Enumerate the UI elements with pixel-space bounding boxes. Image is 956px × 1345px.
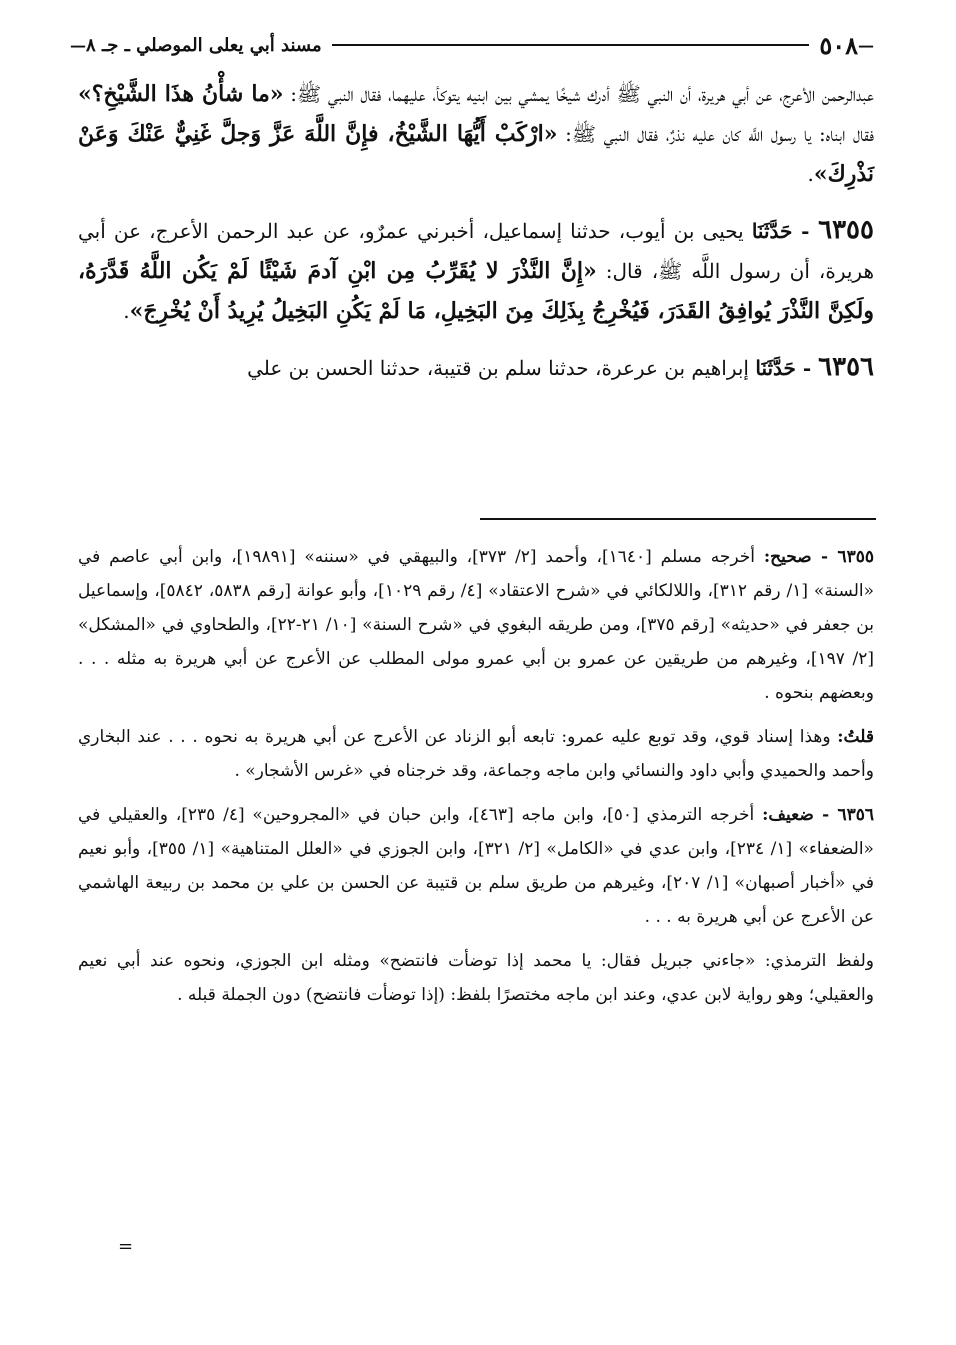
lafz-text: ولفظ الترمذي: «جاءني جبريل فقال: يا محمد إذا توضأت فانتضح» ومثله ابن الجوزي، ونحوه عند أبي نعيم والعقيلي؛ وهو رواية لابن عدي، وعند ابن ماجه مختصرًا بلفظ: (إذا توضأت فانتضح) دون الجملة قبله . [78,951,874,1005]
hadith-number: ٦٣٥٦ [818,352,874,382]
p1-end: . [807,162,814,186]
paragraph-continued [78,74,874,194]
page-number: ٥٠٨ [819,30,858,60]
grade-label: صحيح: [763,547,812,567]
footnote-6355: ٦٣٥٥ - صحيح: أخرجه مسلم [١٦٤٠]، وأحمد [٢/ ٣٧٣]، والبيهقي في «سننه» [١٩٨٩١]، وابن أبي عاصم في «السنة» [١/ رقم ٣١٢]، واللالكائي في «شرح الاعتقاد» [٤/ رقم ١٠٢٩]، وأبو عوانة [رقم ٥٨٣٨، ٥٨٤٢]، وإسماعيل بن جعفر في «حديثه» [رقم ٣٧٥]، ومن طريقه البغوي في «شرح السنة» [١٠/ ٢١-٢٢]، والطحاوي في «المشكل» [٢/ ١٩٧]، وغيرهم من طريقين عن عمرو بن أبي عمرو مولى المطلب عن الأعرج عن أبي هريرة به مثله . . . وبعضهم بنحوه . [78,547,875,703]
hadith-number: ٦٣٥٥ [818,215,874,245]
footnote-number: ٦٣٥٦ [837,805,874,825]
hadith-chain: يحيى بن أيوب، حدثنا إسماعيل، أخبرني عمرٌو، عن عبد الرحمن الأعرج، عن أبي هريرة، أن رسول اللَّه ﷺ، قال: [78,219,874,283]
p1-mid: فقال ابناه: يا رسول اللَّه كان عليه نذرٌ، فقال النبي ﷺ: [557,122,874,146]
footnote-6356: ٦٣٥٦ - ضعيف: أخرجه الترمذي [٥٠]، وابن ماجه [٤٦٣]، وابن حبان في «المجروحين» [٤/ ٢٣٥]، والعقيلي في «الضعفاء» [١/ ٢٣٤]، وابن عدي في «الكامل» [٢/ ٣٢١]، وابن الجوزي في «العلل المتناهية» [١/ ٣٥٥]، وأبو نعيم في «أخبار أصبهان» [١/ ٢٠٧]، وغيرهم من طريق سلم بن قتيبة عن الحسن بن علي بن محمد بن ربيعة الهاشمي عن الأعرج عن أبي هريرة به . . . [78,805,875,927]
hadith-6355: ٦٣٥٥ - حَدَّثَنَا يحيى بن أيوب، حدثنا إسماعيل، أخبرني عمرٌو، عن عبد الرحمن الأعرج، عن أبي هريرة، أن رسول اللَّه ﷺ، قال: «إِنَّ النَّذْرَ لا يُقَرِّبُ مِن ابْنِ آدمَ شَيْئًا لَمْ يَكُن اللَّهُ قَدَّرَهُ، ولَكِنَّ النَّذْرَ يُوافِقُ القَدَرَ، فَيُخْرِجُ بِذَلِكَ مِنَ البَخِيلِ، مَا لَمْ يَكُنِ البَخِيلُ يُرِيدُ أَنْ يُخْرِجَ». [78,215,874,324]
haddathana: حَدَّثَنَا [751,219,793,243]
footnote-text: أخرجه مسلم [١٦٤٠]، وأحمد [٢/ ٣٧٣]، والبيهقي في «سننه» [١٩٨٩١]، وابن أبي عاصم في «السنة» [١/ رقم ٣١٢]، واللالكائي في «شرح الاعتقاد» [٤/ رقم ١٠٢٩]، وأبو عوانة [رقم ٥٨٣٨، ٥٨٤٢]، وإسماعيل بن جعفر في «حديثه» [رقم ٣٧٥]، ومن طريقه البغوي في «شرح السنة» [١٠/ ٢١-٢٢]، والطحاوي في «المشكل» [٢/ ١٩٧]، وغيرهم من طريقين عن عمرو بن أبي عمرو مولى المطلب عن الأعرج عن أبي هريرة به مثله . . . وبعضهم بنحوه . [78,547,875,703]
page-header [70,28,874,62]
hadith-quote: «إِنَّ النَّذْرَ لا يُقَرِّبُ مِن ابْنِ آدمَ شَيْئًا لَمْ يَكُن اللَّهُ قَدَّرَهُ، ولَكِنَّ النَّذْرَ يُوافِقُ القَدَرَ، فَيُخْرِجُ بِذَلِكَ مِنَ البَخِيلِ، مَا لَمْ يَكُنِ البَخِيلُ يُرِيدُ أَنْ يُخْرِجَ» [78,258,874,324]
grade-label: ضعيف: [762,805,814,825]
main-text [78,74,874,388]
footnote-text: أخرجه الترمذي [٥٠]، وابن ماجه [٤٦٣]، وابن حبان في «المجروحين» [٤/ ٢٣٥]، والعقيلي في «الضعفاء» [١/ ٢٣٤]، وابن عدي في «الكامل» [٢/ ٣٢١]، وابن الجوزي في «العلل المتناهية» [١/ ٣٥٥]، وأبو نعيم في «أخبار أصبهان» [١/ ٢٠٧]، وغيرهم من طريق سلم بن قتيبة عن الحسن بن علي بن محمد بن ربيعة الهاشمي عن الأعرج عن أبي هريرة به . . . [78,805,875,927]
footnote-separator [480,518,876,520]
qult-label: قلتُ: [837,727,874,747]
footnote-number: ٦٣٥٥ [837,547,874,567]
p1-quote-1: «ما شأْنُ هذَا الشَّيْخِ؟» [78,81,284,107]
footnote-qult [78,720,874,788]
footnotes [78,540,874,1022]
header-dash-left: — [70,35,86,55]
hadith-end: . [123,299,130,323]
running-title: مسند أبي يعلى الموصلي ـ جـ ٨ [86,34,322,56]
continuation-mark: = [118,1236,134,1257]
hadith-6356: ٦٣٥٦ - حَدَّثَنَا إبراهيم بن عرعرة، حدثنا سلم بن قتيبة، حدثنا الحسن بن علي [247,352,874,382]
footnote-lafz [78,944,874,1012]
p1-quote-2: «ارْكَبْ أَيُّهَا الشَّيْخُ، فإِنَّ اللَّهَ عَزَّ وَجلَّ غَنِيٌّ عَنْكَ وَعَنْ نَذْرِكَ» [78,121,874,187]
qult-text: وهذا إسناد قوي، وقد توبع عليه عمرو: تابعه أبو الزناد عن الأعرج عن أبي هريرة به نحوه . . . عند البخاري وأحمد والحميدي وأبي داود والنسائي وابن ماجه وجماعة، وقد خرجناه في «غرس الأشجار» . [78,727,874,781]
header-dash-right: — [858,35,874,55]
header-rule [332,44,810,46]
hadith-chain: إبراهيم بن عرعرة، حدثنا سلم بن قتيبة، حدثنا الحسن بن علي [247,356,756,380]
haddathana: حَدَّثَنَا [755,356,796,380]
p1-text: عبدالرحمن الأعرج، عن أبي هريرة، أن النبي ﷺ أدرك شيخًا يمشي بين ابنيه يتوكأ، عليهما، فقال النبي ﷺ: [283,82,874,106]
